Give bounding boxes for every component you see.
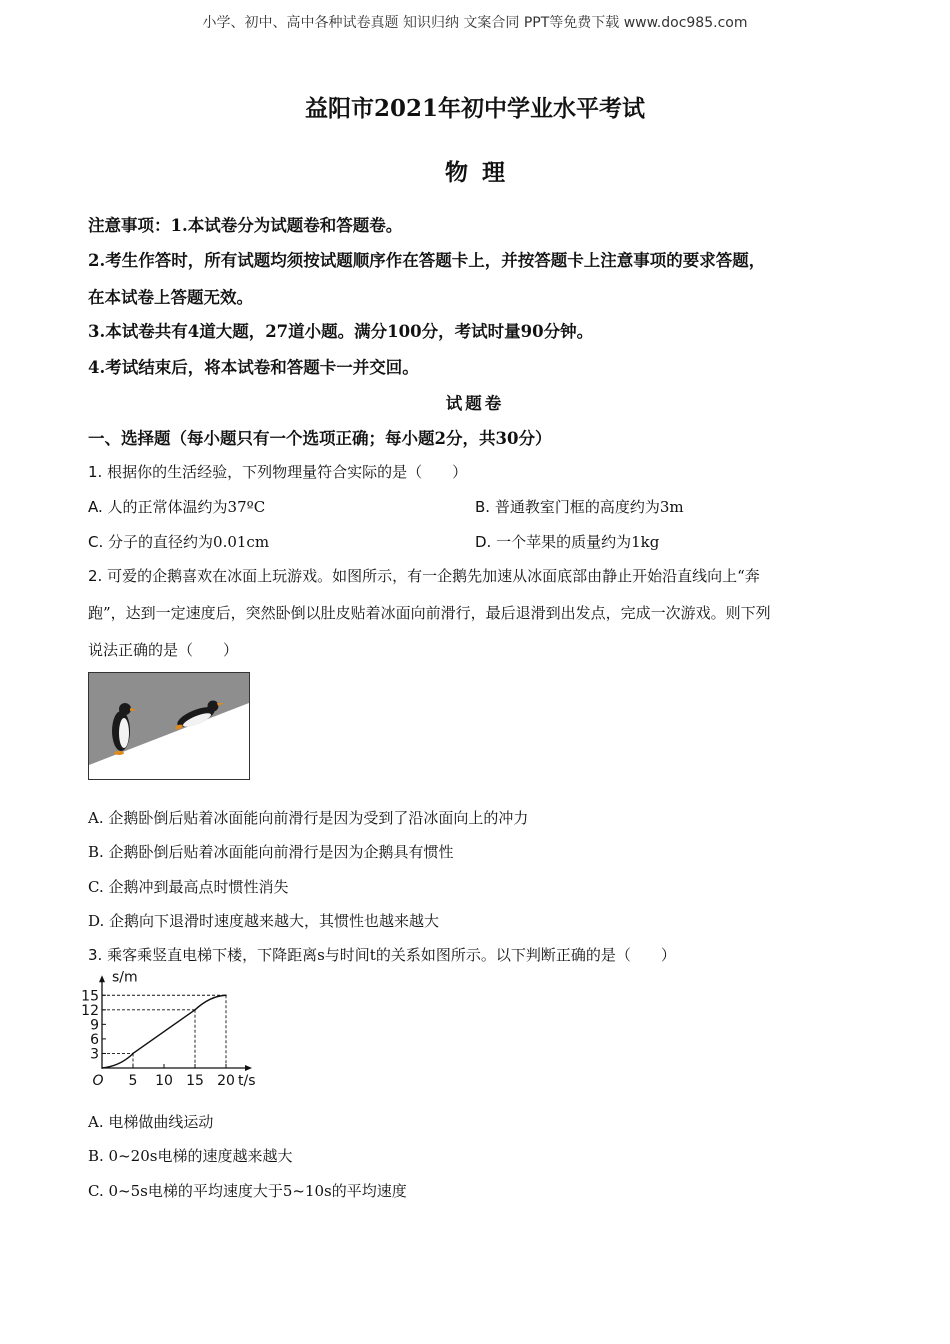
note-line-2b: 在本试卷上答题无效。 — [88, 288, 253, 307]
note-line-1: 注意事项：1.本试卷分为试题卷和答题卷。 — [88, 216, 403, 235]
note-line-3: 3.本试卷共有4道大题，27道小题。满分100分，考试时量90分钟。 — [88, 322, 594, 341]
q1-stem — [88, 461, 467, 482]
page-header-banner: 小学、初中、高中各种试卷真题 知识归纳 文案合同 PPT等免费下载 www.doc985.com — [202, 15, 748, 31]
x-axis-arrow — [245, 1065, 252, 1071]
q3-number: 3. — [88, 946, 103, 964]
q1-number: 1. — [88, 463, 103, 481]
q3-option-c: C. 0~5s电梯的平均速度大于5~10s的平均速度 — [88, 1182, 407, 1200]
q1-option-a-label: A. — [88, 498, 103, 516]
section-title: 试题卷 — [445, 394, 505, 413]
part1-title: 一、选择题（每小题只有一个选项正确；每小题2分，共30分） — [88, 429, 552, 448]
q1-option-c-label: C. — [88, 533, 104, 551]
q3-stem — [88, 944, 676, 965]
y-tick-label-6: 6 — [90, 1031, 99, 1048]
x-axis-label: t/s — [238, 1073, 256, 1089]
q2-stem-line-3: 说法正确的是（ ） — [88, 641, 239, 659]
data-point-0 — [101, 1067, 103, 1069]
data-point-1 — [132, 1053, 134, 1055]
y-axis-label: s/m — [112, 969, 138, 986]
x-tick-label-20: 20 — [217, 1073, 235, 1089]
data-point-2 — [194, 1009, 196, 1011]
q2-number: 2. — [88, 567, 103, 585]
origin-label: O — [92, 1073, 104, 1089]
s-t-chart — [82, 968, 272, 1104]
q3-option-a: A. 电梯做曲线运动 — [88, 1113, 214, 1131]
data-point-3 — [225, 994, 227, 996]
q1-option-b — [475, 496, 684, 517]
q1-option-c — [88, 531, 269, 552]
y-tick-label-15: 15 — [82, 988, 99, 1005]
x-tick-label-5: 5 — [128, 1073, 138, 1089]
q1-option-b-text: 普通教室门框的高度约为3m — [494, 498, 684, 516]
q2-option-a: A. 企鹅卧倒后贴着冰面能向前滑行是因为受到了沿冰面向上的冲力 — [88, 809, 529, 827]
q1-option-d-label: D. — [475, 533, 492, 551]
x-tick-label-15: 15 — [186, 1073, 204, 1089]
y-tick-label-3: 3 — [90, 1046, 99, 1063]
q1-option-d — [475, 531, 659, 552]
y-tick-label-12: 12 — [82, 1002, 99, 1019]
s-t-curve — [102, 995, 226, 1068]
y-tick-label-9: 9 — [90, 1017, 99, 1034]
q2-stem-line-1 — [88, 565, 760, 586]
note-line-4: 4.考试结束后，将本试卷和答题卡一并交回。 — [88, 358, 419, 377]
q1-option-c-text: 分子的直径约为0.01cm — [108, 533, 270, 551]
q1-stem-text: 根据你的生活经验，下列物理量符合实际的是（ ） — [107, 463, 468, 481]
q2-stem-line-2: 跑”，达到一定速度后，突然卧倒以肚皮贴着冰面向前滑行，最后退滑到出发点，完成一次游戏。则下列 — [88, 604, 771, 622]
penguin-figure — [88, 672, 250, 780]
q2-stem-text-1: 可爱的企鹅喜欢在冰面上玩游戏。如图所示，有一企鹅先加速从冰面底部由静止开始沿直线向上“奔 — [107, 567, 760, 585]
q3-stem-text: 乘客乘竖直电梯下楼，下降距离s与时间t的关系如图所示。以下判断正确的是（ ） — [107, 946, 676, 964]
x-tick-label-10: 10 — [155, 1073, 173, 1089]
note-line-2a: 2.考生作答时，所有试题均须按试题顺序作在答题卡上，并按答题卡上注意事项的要求答题， — [88, 251, 766, 270]
exam-title: 益阳市2021年初中学业水平考试 — [304, 95, 645, 122]
q2-option-d: D. 企鹅向下退滑时速度越来越大，其惯性也越来越大 — [88, 912, 440, 930]
q1-option-a — [88, 496, 265, 517]
q2-option-b: B. 企鹅卧倒后贴着冰面能向前滑行是因为企鹅具有惯性 — [88, 843, 454, 861]
subject-title: 物理 — [445, 159, 519, 186]
q3-option-b: B. 0~20s电梯的速度越来越大 — [88, 1147, 293, 1165]
q1-option-a-text: 人的正常体温约为37ºC — [107, 498, 266, 516]
q2-option-c: C. 企鹅冲到最高点时惯性消失 — [88, 878, 289, 896]
q1-option-d-text: 一个苹果的质量约为1kg — [496, 533, 660, 551]
q1-option-b-label: B. — [475, 498, 491, 516]
y-axis-arrow — [99, 975, 105, 982]
